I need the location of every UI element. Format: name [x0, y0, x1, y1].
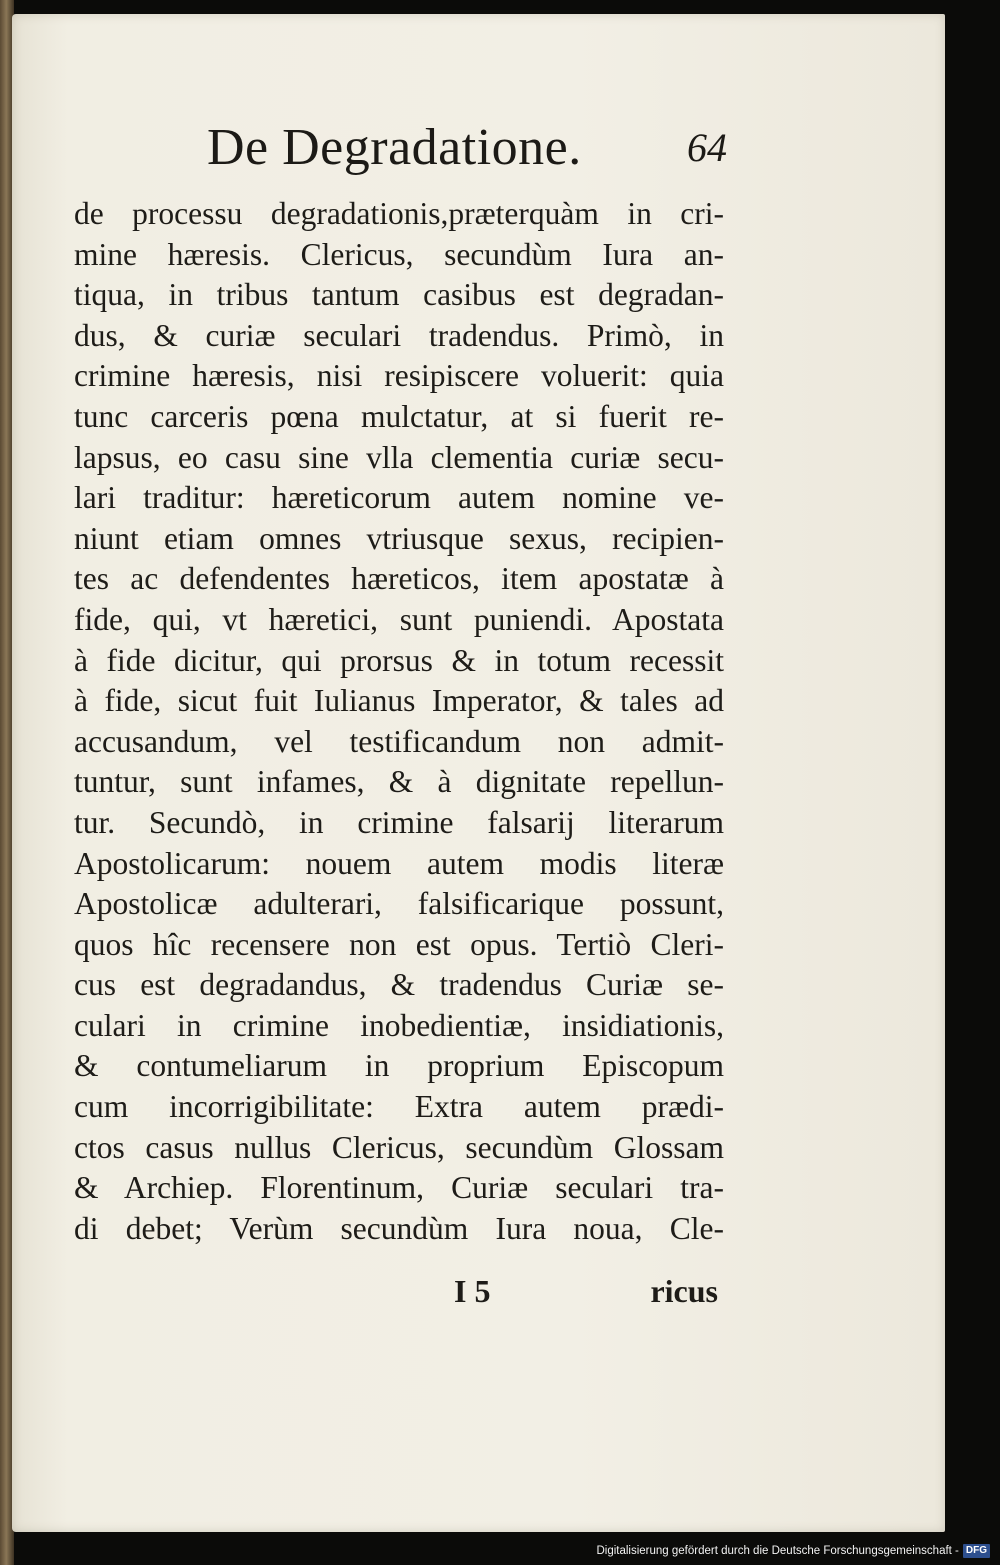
- text-line: niunt etiam omnes vtriusque sexus, recipien-: [74, 520, 724, 556]
- text-line: culari in crimine inobedientiæ, insidiationis,: [74, 1007, 724, 1043]
- catchword: ricus: [650, 1273, 718, 1309]
- text-line: mine hæresis. Clericus, secundùm Iura an-: [74, 236, 724, 272]
- text-line: tiqua, in tribus tantum casibus est degradan-: [74, 277, 724, 313]
- text-line: & Archiep. Florentinum, Curiæ seculari tra-: [74, 1170, 724, 1206]
- signature-mark: I 5: [454, 1273, 491, 1309]
- text-line: di debet; Verùm secundùm Iura noua, Cle-: [74, 1210, 724, 1246]
- text-line: lari traditur: hæreticorum autem nomine ve-: [74, 480, 724, 516]
- credit-text: Digitalisierung gefördert durch die Deutsche Forschungsgemeinschaft -: [596, 1545, 959, 1557]
- text-line: de processu degradationis,præterquàm in cri-: [74, 196, 724, 231]
- running-head-title: De Degradatione.: [207, 119, 582, 176]
- text-line: tuntur, sunt infames, & à dignitate repellun-: [74, 764, 724, 800]
- text-line: Apostolicæ adulterari, falsificarique possunt,: [74, 886, 724, 922]
- book-page: [12, 14, 945, 1532]
- dfg-logo-icon: DFG: [963, 1544, 990, 1558]
- page-number: 64: [687, 125, 727, 170]
- text-line: tes ac defendentes hæreticos, item apostatæ à: [74, 561, 724, 597]
- text-line: & contumeliarum in proprium Episcopum: [74, 1048, 724, 1084]
- text-line: fide, qui, vt hæretici, sunt puniendi. Apostata: [74, 601, 724, 637]
- text-line: cum incorrigibilitate: Extra autem prædi-: [74, 1089, 724, 1125]
- digitization-credit: [596, 1543, 990, 1559]
- body-text: [74, 194, 724, 1249]
- text-line: lapsus, eo casu sine vlla clementia curiæ secu-: [74, 439, 724, 475]
- text-line: à fide dicitur, qui prorsus & in totum recessit: [74, 642, 724, 678]
- text-line: Apostolicarum: nouem autem modis literæ: [74, 845, 724, 881]
- text-line: dus, & curiæ seculari tradendus. Primò, in: [74, 317, 724, 353]
- text-line: accusandum, vel testificandum non admit-: [74, 723, 724, 759]
- text-line: crimine hæresis, nisi resipiscere voluerit: quia: [74, 358, 724, 394]
- text-line: tunc carceris pœna mulctatur, at si fuerit re-: [74, 398, 724, 434]
- signature-line: [74, 1269, 724, 1313]
- text-line: à fide, sicut fuit Iulianus Imperator, & tales ad: [74, 683, 724, 719]
- running-head: [207, 118, 727, 178]
- text-line: tur. Secundò, in crimine falsarij literarum: [74, 804, 724, 840]
- text-line: cus est degradandus, & tradendus Curiæ se-: [74, 967, 724, 1003]
- text-line: ctos casus nullus Clericus, secundùm Glossam: [74, 1129, 724, 1165]
- text-line: quos hîc recensere non est opus. Tertiò Cleri-: [74, 926, 724, 962]
